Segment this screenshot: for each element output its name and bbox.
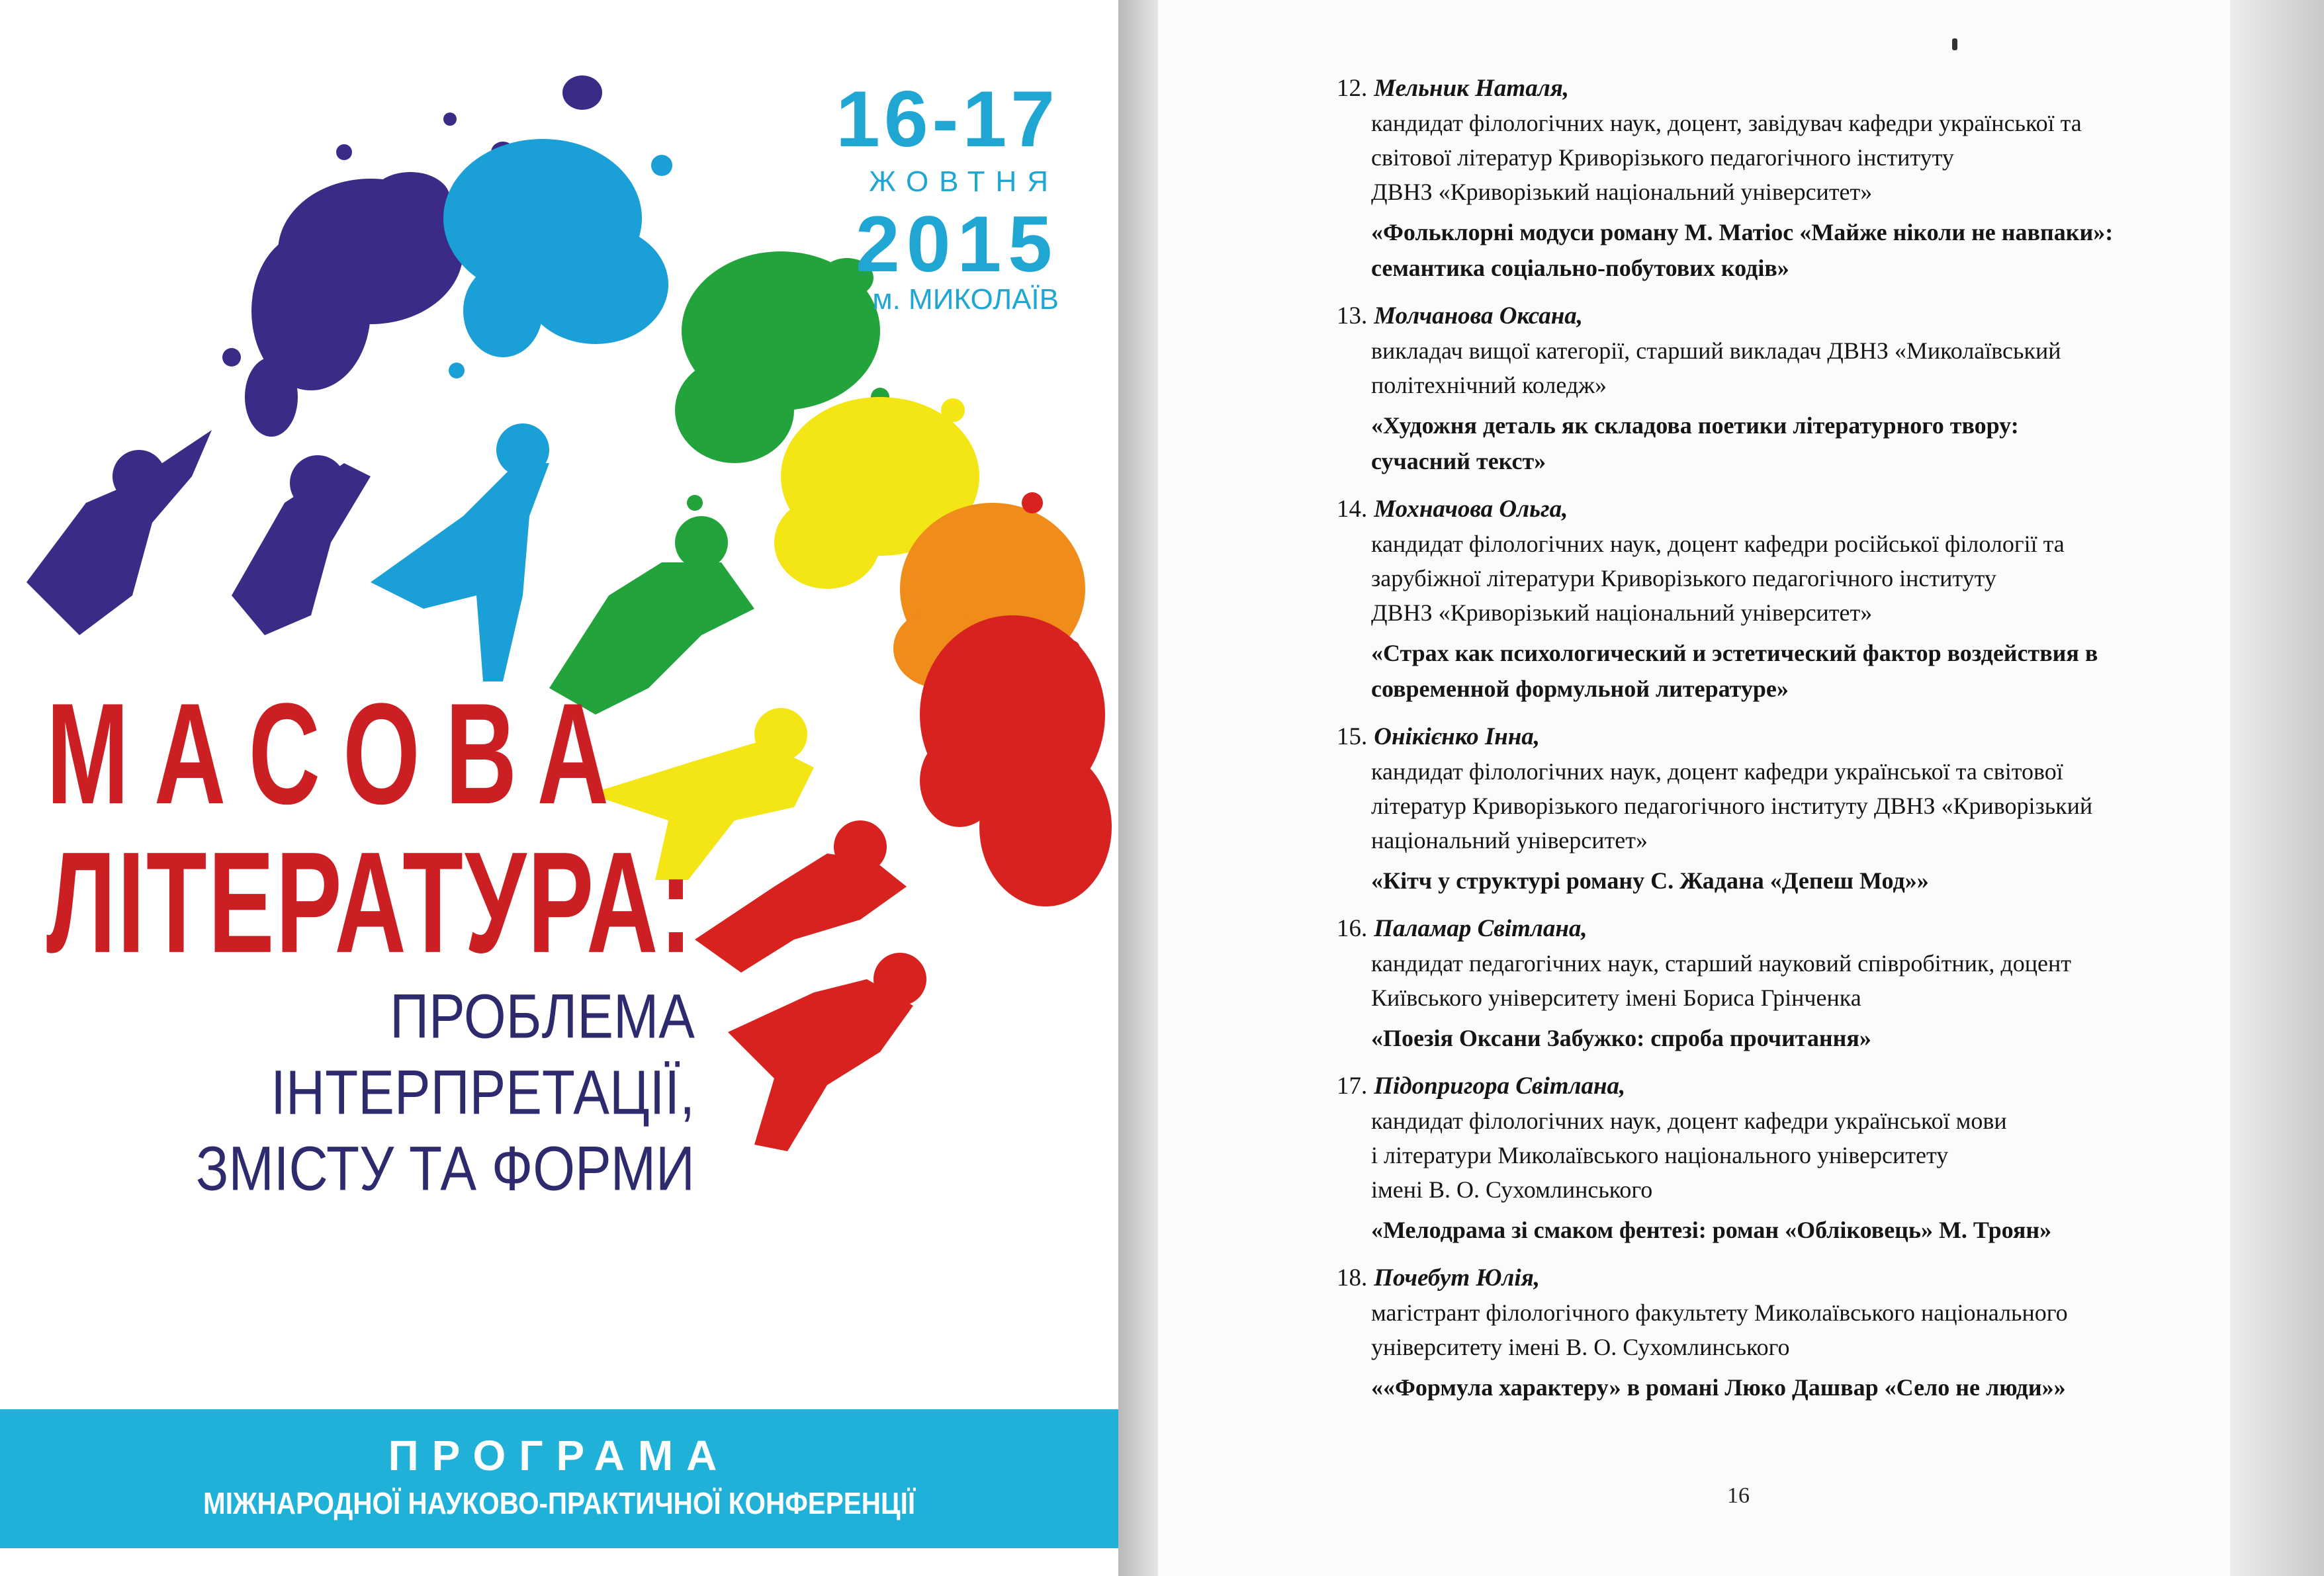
- talk-topic: [1337, 1020, 2217, 1056]
- program-band: [0, 1409, 1118, 1548]
- speaker-affiliation-line: ДВНЗ «Криворізький національний університет»: [1371, 599, 1873, 626]
- talk-topic: [1337, 214, 2217, 286]
- speaker-name: Мельник Наталя,: [1374, 75, 1570, 102]
- cover-title-line1: МАСОВА: [46, 672, 634, 834]
- speaker-affiliation-line: і літератури Миколаївського національного університету: [1371, 1142, 1949, 1168]
- talk-topic: [1337, 1212, 2217, 1248]
- talk-topic: [1337, 1370, 2217, 1405]
- speaker-list: [1337, 71, 2217, 1419]
- page-edge-shadow: [2230, 0, 2324, 1576]
- speaker-affiliation-line: світової літератур Криворізького педагогічного інституту: [1371, 144, 1954, 171]
- talk-topic: [1337, 635, 2217, 707]
- speaker-entry: [1337, 492, 2217, 707]
- entry-number: 15.: [1337, 723, 1368, 750]
- page-number: 16: [1727, 1483, 1750, 1508]
- entry-number: 16.: [1337, 915, 1368, 942]
- speaker-affiliation-line: імені В. О. Сухомлинського: [1371, 1176, 1653, 1203]
- cover-subtitle-line: ПРОБЛЕМА: [390, 982, 695, 1052]
- speaker-affiliation-line: кандидат педагогічних наук, старший науковий співробітник, доцент: [1371, 950, 2071, 977]
- speaker-affiliation-line: магістрант філологічного факультету Миколаївського національного: [1371, 1299, 2068, 1326]
- speaker-name: Паламар Світлана,: [1374, 915, 1587, 942]
- program-subtitle: МІЖНАРОДНОЇ НАУКОВО-ПРАКТИЧНОЇ КОНФЕРЕНЦІЇ: [203, 1486, 915, 1520]
- speaker-entry: [1337, 71, 2217, 286]
- speaker-affiliation-line: ДВНЗ «Криворізький національний університет»: [1371, 179, 1873, 205]
- speaker-affiliation-line: літератур Криворізького педагогічного інституту ДВНЗ «Криворізький: [1371, 793, 2093, 819]
- speaker-affiliation-line: Київського університету імені Бориса Грінченка: [1371, 985, 1861, 1011]
- talk-topic-line: «Мелодрама зі смаком фентезі: роман «Обліковець» М. Троян»: [1371, 1217, 2052, 1243]
- speaker-entry: [1337, 1261, 2217, 1405]
- speaker-affiliation-line: кандидат філологічних наук, доцент кафедри української мови: [1371, 1108, 2007, 1134]
- speaker-entry: [1337, 720, 2217, 898]
- conference-date: [836, 75, 1059, 316]
- cover-subtitle: [196, 979, 695, 1207]
- entry-number: 13.: [1337, 302, 1368, 329]
- date-month: ЖОВТНЯ: [869, 165, 1059, 198]
- program-title: ПРОГРАМА: [388, 1432, 731, 1479]
- talk-topic-line: ««Формула характеру» в романі Люко Дашвар «Село не люди»»: [1371, 1374, 2066, 1401]
- entry-number: 14.: [1337, 496, 1368, 523]
- speaker-affiliation-line: викладач вищої категорії, старший викладач ДВНЗ «Миколаївський: [1371, 337, 2061, 364]
- cover-subtitle-line: ЗМІСТУ ТА ФОРМИ: [195, 1134, 695, 1204]
- talk-topic-line: современной формульной литературе»: [1371, 676, 1789, 702]
- speaker-name: Онікієнко Інна,: [1374, 723, 1541, 750]
- scan-mark: [1952, 38, 1957, 50]
- talk-topic-line: «Поезія Оксани Забужко: спроба прочитання»: [1371, 1025, 1871, 1051]
- cover-title: [46, 672, 694, 983]
- talk-topic: [1337, 408, 2217, 479]
- talk-topic-line: «Страх как психологический и эстетический фактор воздействия в: [1371, 640, 2098, 666]
- talk-topic-line: «Кітч у структурі роману С. Жадана «Депеш Мод»»: [1371, 867, 1929, 894]
- talk-topic-line: семантика соціально-побутових кодів»: [1371, 255, 1789, 281]
- cover-edge-shadow: [1118, 0, 1158, 1576]
- entry-number: 12.: [1337, 75, 1368, 102]
- speaker-name: Підопригора Світлана,: [1374, 1073, 1626, 1100]
- speaker-name: Молчанова Оксана,: [1374, 302, 1584, 329]
- speaker-affiliation-line: університету імені В. О. Сухомлинського: [1371, 1334, 1790, 1360]
- date-year: 2015: [856, 200, 1059, 288]
- cover-title-line2: ЛІТЕРАТУРА:: [46, 821, 694, 983]
- entry-number: 17.: [1337, 1073, 1368, 1100]
- entry-number: 18.: [1337, 1264, 1368, 1291]
- program-page: [1158, 0, 2230, 1576]
- speaker-entry: [1337, 299, 2217, 479]
- speaker-affiliation-line: національний університет»: [1371, 827, 1648, 854]
- talk-topic-line: «Художня деталь як складова поетики літературного твору:: [1371, 412, 2019, 439]
- date-days: 16-17: [836, 75, 1059, 163]
- speaker-entry: [1337, 912, 2217, 1056]
- speaker-affiliation-line: кандидат філологічних наук, доцент кафедри української та світової: [1371, 758, 2063, 785]
- date-city: м. МИКОЛАЇВ: [872, 283, 1059, 316]
- speaker-affiliation-line: кандидат філологічних наук, доцент, завідувач кафедри української та: [1371, 110, 2082, 136]
- speaker-entry: [1337, 1069, 2217, 1248]
- talk-topic-line: «Фольклорні модуси роману М. Матіос «Майже ніколи не навпаки»:: [1371, 219, 2114, 245]
- speaker-affiliation-line: зарубіжної літератури Криворізького педагогічного інституту: [1371, 565, 1996, 591]
- speaker-affiliation-line: кандидат філологічних наук, доцент кафедри російської філології та: [1371, 531, 2065, 557]
- talk-topic: [1337, 863, 2217, 898]
- talk-topic-line: сучасний текст»: [1371, 448, 1546, 474]
- brochure-cover: [0, 0, 1118, 1576]
- speaker-name: Почебут Юлія,: [1374, 1264, 1541, 1291]
- cover-subtitle-line: ІНТЕРПРЕТАЦІЇ,: [271, 1058, 695, 1128]
- speaker-name: Мохначова Ольга,: [1374, 496, 1568, 523]
- speaker-affiliation-line: політехнічний коледж»: [1371, 372, 1607, 398]
